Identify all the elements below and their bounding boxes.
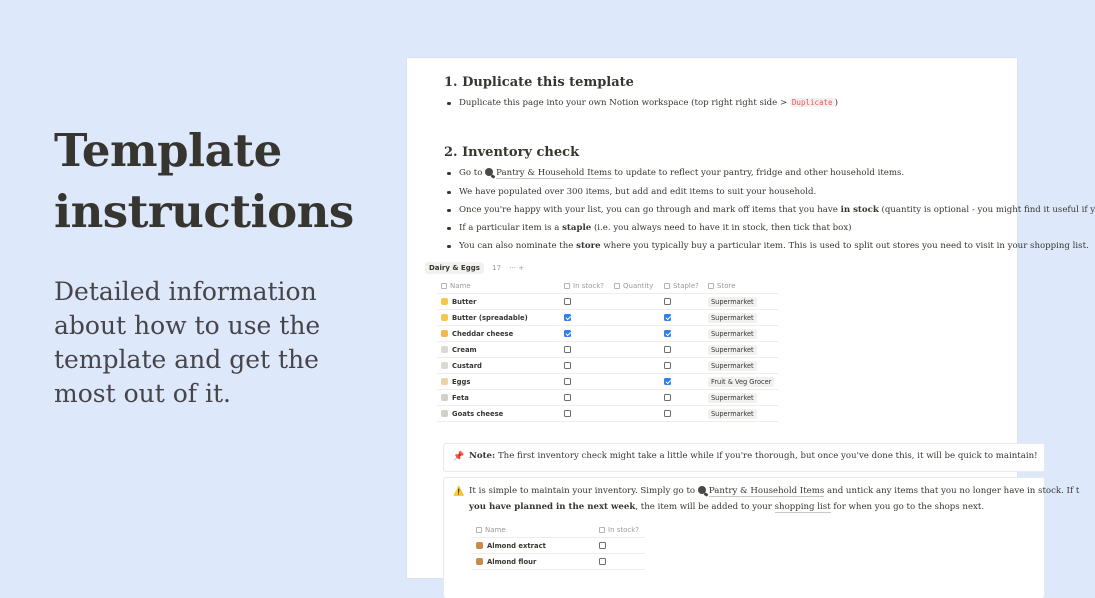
cell-quantity[interactable] — [610, 310, 660, 326]
table-row[interactable] — [437, 358, 778, 374]
cell-quantity[interactable] — [610, 374, 660, 390]
maintain-line-1 — [469, 484, 1079, 499]
notion-page-panel — [407, 58, 1095, 578]
shopping-list-link[interactable]: shopping list — [774, 502, 831, 512]
cell-quantity[interactable] — [610, 342, 660, 358]
item-icon — [441, 394, 448, 401]
in-stock-checkbox[interactable] — [564, 378, 571, 385]
cell-in-stock[interactable] — [560, 342, 610, 358]
bullet-bold: in stock — [840, 205, 879, 215]
cell-staple[interactable] — [660, 406, 704, 422]
note-text-wrap — [469, 449, 1038, 464]
note-callout — [443, 443, 1045, 472]
store-tag: Fruit & Veg Grocer — [708, 377, 774, 387]
text-property-icon — [476, 527, 482, 533]
table-row[interactable] — [437, 294, 778, 310]
cell-name[interactable] — [437, 374, 560, 390]
bullet-text: We have populated over 300 items, but add and edit items to suit your household. — [459, 187, 817, 197]
pantry-icon — [698, 486, 706, 494]
col-label: In stock? — [608, 525, 640, 534]
in-stock-checkbox[interactable] — [564, 330, 571, 337]
title-line-1: Template — [54, 124, 282, 177]
store-property-icon — [708, 283, 714, 289]
cell-store[interactable] — [704, 374, 778, 390]
page-title — [54, 120, 354, 242]
section-1-bullet — [450, 97, 838, 109]
store-tag: Supermarket — [708, 361, 757, 371]
checkbox-property-icon — [664, 283, 670, 289]
item-icon — [441, 410, 448, 417]
bullet-end: ) — [834, 98, 838, 108]
bullet-bold: store — [576, 241, 601, 251]
bullet-text: Once you're happy with your list, you can go through and mark off items that you have — [459, 205, 838, 215]
cell-quantity[interactable] — [610, 390, 660, 406]
staple-checkbox[interactable] — [664, 394, 671, 401]
table-row[interactable] — [437, 374, 778, 390]
bullet-text-post: where you typically buy a particular item. This is used to split out stores you need to visit in your shopping list. — [603, 241, 1089, 251]
cell-quantity[interactable] — [610, 358, 660, 374]
item-count: 17 — [492, 264, 502, 272]
cell-store[interactable] — [704, 326, 778, 342]
col-name[interactable] — [472, 522, 595, 538]
page-subtitle: Detailed information about how to use the template and get the most out of it. — [54, 277, 321, 408]
item-icon — [441, 330, 448, 337]
staple-checkbox[interactable] — [664, 330, 671, 337]
cell-in-stock[interactable] — [595, 538, 645, 554]
cell-staple[interactable] — [660, 358, 704, 374]
pantry-link[interactable]: Pantry & Household Items — [708, 486, 825, 496]
cell-in-stock[interactable] — [595, 554, 645, 570]
staple-checkbox[interactable] — [664, 362, 671, 369]
col-in-stock[interactable] — [595, 522, 645, 538]
in-stock-checkbox[interactable] — [599, 558, 606, 565]
col-staple[interactable] — [660, 278, 704, 294]
cell-store[interactable] — [704, 294, 778, 310]
cell-name[interactable] — [472, 538, 595, 554]
cell-name[interactable] — [437, 390, 560, 406]
bullet-bold: staple — [562, 223, 592, 233]
staple-checkbox[interactable] — [664, 378, 671, 385]
cell-staple[interactable] — [660, 390, 704, 406]
section-2-bullet-1 — [450, 167, 904, 179]
in-stock-checkbox[interactable] — [564, 298, 571, 305]
item-name: Butter — [452, 297, 477, 306]
cell-store[interactable] — [704, 310, 778, 326]
cell-staple[interactable] — [660, 294, 704, 310]
maintain-bold: you have planned in the next week — [469, 502, 636, 512]
cell-staple[interactable] — [660, 374, 704, 390]
cell-name[interactable] — [437, 342, 560, 358]
item-name: Cream — [452, 345, 477, 354]
cell-in-stock[interactable] — [560, 326, 610, 342]
in-stock-checkbox[interactable] — [564, 410, 571, 417]
item-name: Almond flour — [487, 557, 537, 566]
item-name: Eggs — [452, 377, 471, 386]
cell-store[interactable] — [704, 390, 778, 406]
item-name: Almond extract — [487, 541, 546, 550]
cell-staple[interactable] — [660, 342, 704, 358]
col-label: Name — [485, 525, 506, 534]
bullet-text-post: (quantity is optional - you might find it useful if y — [881, 205, 1095, 215]
cell-staple[interactable] — [660, 310, 704, 326]
in-stock-checkbox[interactable] — [564, 394, 571, 401]
maintain-text: , the item will be added to your — [635, 502, 772, 512]
col-label: Store — [717, 281, 736, 290]
bullet-text: Go to — [459, 168, 483, 178]
cell-in-stock[interactable] — [560, 374, 610, 390]
maintain-text: It is simple to maintain your inventory. Simply go to — [469, 486, 696, 496]
table-header-row — [472, 522, 645, 538]
more-options-button[interactable]: ··· + — [509, 264, 525, 272]
store-tag: Supermarket — [708, 345, 757, 355]
staple-checkbox[interactable] — [664, 298, 671, 305]
cell-name[interactable] — [437, 326, 560, 342]
table-row[interactable] — [437, 406, 778, 422]
item-icon — [476, 542, 483, 549]
item-name: Feta — [452, 393, 469, 402]
col-store[interactable] — [704, 278, 778, 294]
text-property-icon — [441, 283, 447, 289]
note-bold: Note: — [469, 451, 496, 461]
table-header-row — [437, 278, 778, 294]
pin-icon: 📌 — [453, 452, 465, 462]
store-tag: Supermarket — [708, 297, 757, 307]
cell-staple[interactable] — [660, 326, 704, 342]
warning-icon: ⚠️ — [453, 487, 465, 497]
section-2-bullet-4 — [450, 222, 852, 234]
store-tag: Supermarket — [708, 409, 757, 419]
section-1-heading: 1. Duplicate this template — [444, 75, 634, 90]
item-icon — [441, 362, 448, 369]
pantry-table — [472, 522, 645, 570]
section-2-bullet-3 — [450, 204, 1095, 216]
store-tag: Supermarket — [708, 313, 757, 323]
cell-store[interactable] — [704, 358, 778, 374]
cell-in-stock[interactable] — [560, 390, 610, 406]
bullet-text-post: (i.e. you always need to have it in stock, then tick that box) — [593, 223, 852, 233]
number-property-icon — [614, 283, 620, 289]
cell-in-stock[interactable] — [560, 406, 610, 422]
col-label: Staple? — [673, 281, 699, 290]
cell-quantity[interactable] — [610, 294, 660, 310]
col-name[interactable] — [437, 278, 560, 294]
tab-dairy-eggs[interactable]: Dairy & Eggs — [425, 262, 484, 274]
table-row[interactable] — [437, 310, 778, 326]
table-row[interactable] — [437, 326, 778, 342]
cell-quantity[interactable] — [610, 326, 660, 342]
section-2-heading: 2. Inventory check — [444, 145, 580, 160]
item-icon — [441, 298, 448, 305]
store-tag: Supermarket — [708, 329, 757, 339]
cell-store[interactable] — [704, 406, 778, 422]
section-2-bullet-2 — [450, 186, 816, 198]
cell-name[interactable] — [437, 406, 560, 422]
maintain-text-post: for when you go to the shops next. — [833, 502, 985, 512]
col-quantity[interactable] — [610, 278, 660, 294]
item-icon — [441, 378, 448, 385]
table-row[interactable] — [437, 390, 778, 406]
maintain-text-post: and untick any items that you no longer have in stock. If t — [827, 486, 1080, 496]
in-stock-checkbox[interactable] — [564, 362, 571, 369]
bullet-text: If a particular item is a — [459, 223, 560, 233]
item-name: Cheddar cheese — [452, 329, 514, 338]
bullet-text: You can also nominate the — [459, 241, 574, 251]
inventory-table — [437, 278, 778, 422]
bullet-text-post: to update to reflect your pantry, fridge and other household items. — [614, 168, 905, 178]
item-icon — [441, 314, 448, 321]
cell-in-stock[interactable] — [560, 294, 610, 310]
checkbox-property-icon — [564, 283, 570, 289]
cell-store[interactable] — [704, 342, 778, 358]
item-icon — [476, 558, 483, 565]
item-name: Custard — [452, 361, 482, 370]
cell-quantity[interactable] — [610, 406, 660, 422]
cell-in-stock[interactable] — [560, 358, 610, 374]
in-stock-checkbox[interactable] — [599, 542, 606, 549]
cell-name[interactable] — [437, 294, 560, 310]
item-icon — [441, 346, 448, 353]
cell-name[interactable] — [437, 358, 560, 374]
table-row[interactable] — [437, 342, 778, 358]
cell-name[interactable] — [437, 310, 560, 326]
in-stock-checkbox[interactable] — [564, 346, 571, 353]
cell-in-stock[interactable] — [560, 310, 610, 326]
section-2-bullet-5 — [450, 240, 1089, 252]
bullet-text: Duplicate this page into your own Notion workspace (top right right side > — [459, 98, 788, 108]
table-row[interactable] — [472, 554, 645, 570]
staple-checkbox[interactable] — [664, 314, 671, 321]
in-stock-checkbox[interactable] — [564, 314, 571, 321]
note-text: The first inventory check might take a little while if you're thorough, but once you've done this, it will be quick to maintain! — [497, 451, 1038, 461]
col-label: Name — [450, 281, 471, 290]
checkbox-property-icon — [599, 527, 605, 533]
col-in-stock[interactable] — [560, 278, 610, 294]
duplicate-code: Duplicate — [791, 98, 833, 107]
col-label: Quantity — [623, 281, 654, 290]
cell-name[interactable] — [472, 554, 595, 570]
store-tag: Supermarket — [708, 393, 757, 403]
item-name: Goats cheese — [452, 409, 504, 418]
item-name: Butter (spreadable) — [452, 313, 528, 322]
col-label: In stock? — [573, 281, 605, 290]
title-line-2: instructions — [54, 185, 354, 238]
maintain-line-2 — [469, 500, 984, 515]
pantry-icon — [485, 168, 493, 176]
staple-checkbox[interactable] — [664, 346, 671, 353]
table-row[interactable] — [472, 538, 645, 554]
staple-checkbox[interactable] — [664, 410, 671, 417]
pantry-link[interactable]: Pantry & Household Items — [496, 168, 612, 178]
database-view-tabs — [425, 264, 524, 272]
